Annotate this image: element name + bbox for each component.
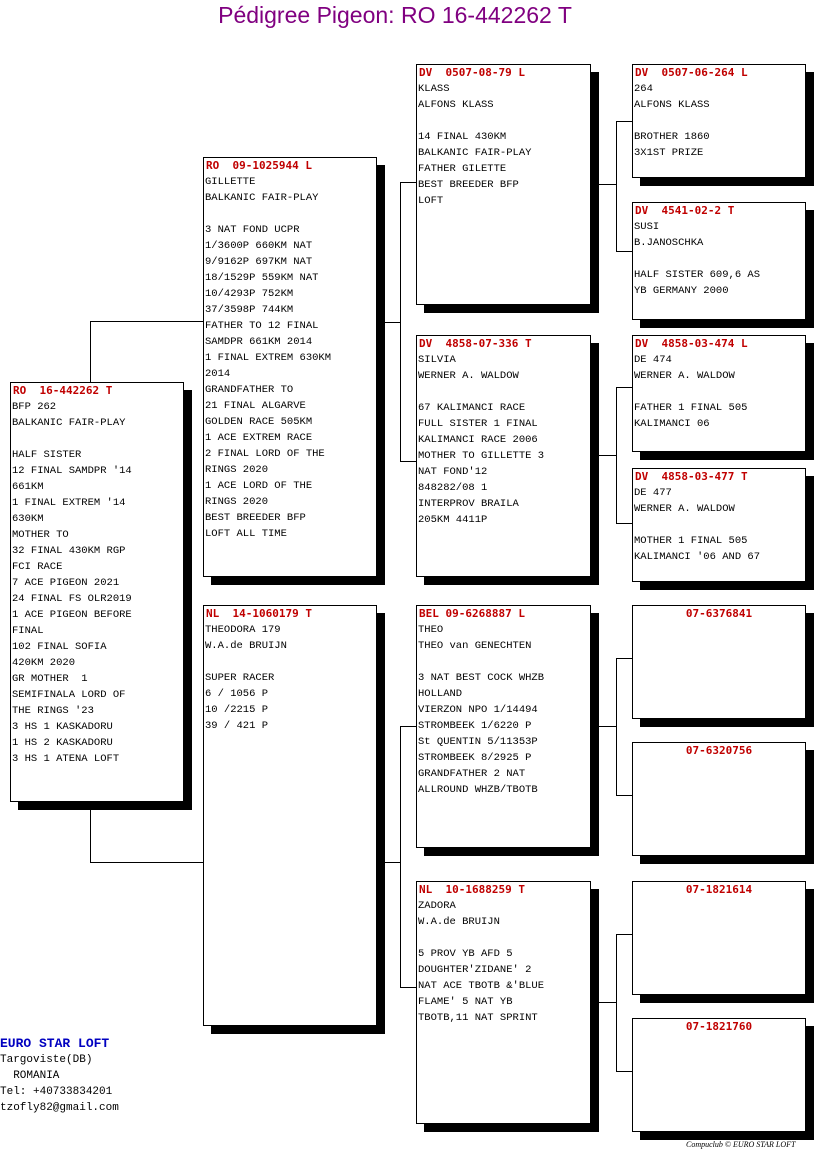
connector-line: [590, 455, 616, 456]
connector-line: [616, 934, 633, 935]
ring-number: RO 09-1025944 L: [206, 159, 312, 172]
pigeon-card-ddd[interactable]: [632, 1018, 806, 1132]
ring-number: DV 4858-03-477 T: [635, 470, 748, 483]
connector-line: [590, 726, 616, 727]
connector-line: [90, 321, 91, 384]
ring-number: 07-6376841: [685, 607, 753, 620]
connector-line: [616, 121, 617, 252]
pigeon-card-dds[interactable]: [632, 881, 806, 995]
connector-line: [616, 658, 617, 796]
pigeon-info: SUSI B.JANOSCHKA HALF SISTER 609,6 AS YB GERMANY 2000: [634, 221, 761, 297]
pigeon-info: ZADORA W.A.de BRUIJN 5 PROV YB AFD 5 DOUGHTER'ZIDANE' 2 NAT ACE TBOTB &'BLUE FLAME' 5 NAT YB TBOTB,11 NAT SPRINT: [418, 900, 545, 1024]
loft-city: Targoviste(DB): [0, 1054, 93, 1066]
page-title: Pédigree Pigeon: RO 16-442262 T: [218, 2, 572, 28]
loft-phone: Tel: +40733834201: [0, 1086, 113, 1098]
pigeon-info: SILVIA WERNER A. WALDOW 67 KALIMANCI RACE FULL SISTER 1 FINAL KALIMANCI RACE 2006 MOTHER TO GILLETTE 3 NAT FOND'12 848282/08 1 INTERPROV BRAILA 205KM 4411P: [418, 354, 545, 526]
pigeon-card-sds[interactable]: [632, 335, 806, 452]
pigeon-info: GILLETTE BALKANIC FAIR-PLAY 3 NAT FOND UCPR 1/3600P 660KM NAT 9/9162P 697KM NAT 18/1529P 559KM NAT 10/4293P 752KM 37/3598P 744KM FATHER TO 12 FINAL SAMDPR 661KM 2014 1 FINAL EXTREM 630KM 2014 GRANDFATHER TO 21 FINAL ALGARVE GOLDEN RACE 505KM 1 ACE EXTREM RACE 2 FINAL LORD OF THE RINGS 2020 1 ACE LORD OF THE RINGS 2020 BEST BREEDER BFP LOFT ALL TIME: [205, 176, 332, 540]
ring-number: DV 4858-03-474 L: [635, 337, 748, 350]
connector-line: [400, 987, 417, 988]
ring-number: DV 4858-07-336 T: [419, 337, 532, 350]
ring-number: DV 4541-02-2 T: [635, 204, 735, 217]
ring-number: NL 14-1060179 T: [206, 607, 312, 620]
ring-number: RO 16-442262 T: [13, 384, 113, 397]
pigeon-card-sss[interactable]: [632, 64, 806, 178]
ring-number: NL 10-1688259 T: [419, 883, 525, 896]
connector-line: [616, 795, 633, 796]
connector-line: [400, 726, 401, 988]
pigeon-card-dam-sire[interactable]: [416, 605, 591, 848]
pigeon-info: DE 474 WERNER A. WALDOW FATHER 1 FINAL 505 KALIMANCI 06: [634, 354, 748, 430]
connector-line: [400, 182, 401, 462]
pigeon-card-sire[interactable]: [203, 157, 377, 577]
connector-line: [616, 658, 633, 659]
ring-number: 07-1821760: [685, 1020, 753, 1033]
pigeon-card-dam-dam[interactable]: [416, 881, 591, 1124]
pigeon-card-subject[interactable]: [10, 382, 184, 802]
connector-line: [376, 862, 400, 863]
loft-country: ROMANIA: [0, 1070, 60, 1082]
pigeon-info: BFP 262 BALKANIC FAIR-PLAY HALF SISTER 12 FINAL SAMDPR '14 661KM 1 FINAL EXTREM '14 630KM MOTHER TO 32 FINAL 430KM RGP FCI RACE 7 ACE PIGEON 2021 24 FINAL FS OLR2019 1 ACE PIGEON BEFORE FINAL 102 FINAL SOFIA 420KM 2020 GR MOTHER 1 SEMIFINALA LORD OF THE RINGS '23 3 HS 1 KASKADORU 1 HS 2 KASKADORU 3 HS 1 ATENA LOFT: [12, 401, 132, 765]
loft-email: tzofly82@gmail.com: [0, 1102, 119, 1114]
pigeon-info: THEODORA 179 W.A.de BRUIJN SUPER RACER 6 / 1056 P 10 /2215 P 39 / 421 P: [205, 624, 287, 732]
ring-number: BEL 09-6268887 L: [419, 607, 525, 620]
pigeon-info: THEO THEO van GENECHTEN 3 NAT BEST COCK WHZB HOLLAND VIERZON NPO 1/14494 STROMBEEK 1/6220 P St QUENTIN 5/11353P STROMBEEK 8/2925 P GRANDFATHER 2 NAT ALLROUND WHZB/TBOTB: [418, 624, 545, 796]
connector-line: [616, 387, 617, 524]
pigeon-card-sire-sire[interactable]: [416, 64, 591, 305]
connector-line: [590, 184, 616, 185]
pigeon-info: 264 ALFONS KLASS BROTHER 1860 3X1ST PRIZE: [634, 83, 710, 159]
loft-info: [0, 1036, 119, 1116]
pigeon-card-dam[interactable]: [203, 605, 377, 1026]
pigeon-card-sdd[interactable]: [632, 468, 806, 582]
footer-credit: Compuclub © EURO STAR LOFT: [686, 1140, 796, 1149]
connector-line: [400, 182, 417, 183]
connector-line: [90, 802, 91, 863]
connector-line: [616, 387, 633, 388]
ring-number: DV 0507-08-79 L: [419, 66, 525, 79]
connector-line: [400, 461, 417, 462]
connector-line: [90, 862, 204, 863]
connector-line: [616, 251, 633, 252]
connector-line: [616, 523, 633, 524]
connector-line: [90, 321, 204, 322]
pigeon-info: KLASS ALFONS KLASS 14 FINAL 430KM BALKANIC FAIR-PLAY FATHER GILETTE BEST BREEDER BFP LOFT: [418, 83, 532, 207]
pigeon-info: DE 477 WERNER A. WALDOW MOTHER 1 FINAL 505 KALIMANCI '06 AND 67: [634, 487, 761, 563]
connector-line: [376, 322, 400, 323]
ring-number: DV 0507-06-264 L: [635, 66, 748, 79]
pigeon-card-ssd[interactable]: [632, 202, 806, 320]
ring-number: 07-1821614: [685, 883, 753, 896]
pigeon-card-sire-dam[interactable]: [416, 335, 591, 577]
connector-line: [616, 1071, 633, 1072]
connector-line: [590, 1002, 616, 1003]
pigeon-card-dss[interactable]: [632, 605, 806, 719]
connector-line: [400, 726, 417, 727]
ring-number: 07-6320756: [685, 744, 753, 757]
connector-line: [616, 934, 617, 1072]
loft-name: EURO STAR LOFT: [0, 1036, 110, 1051]
pigeon-card-dsd[interactable]: [632, 742, 806, 856]
connector-line: [616, 121, 633, 122]
